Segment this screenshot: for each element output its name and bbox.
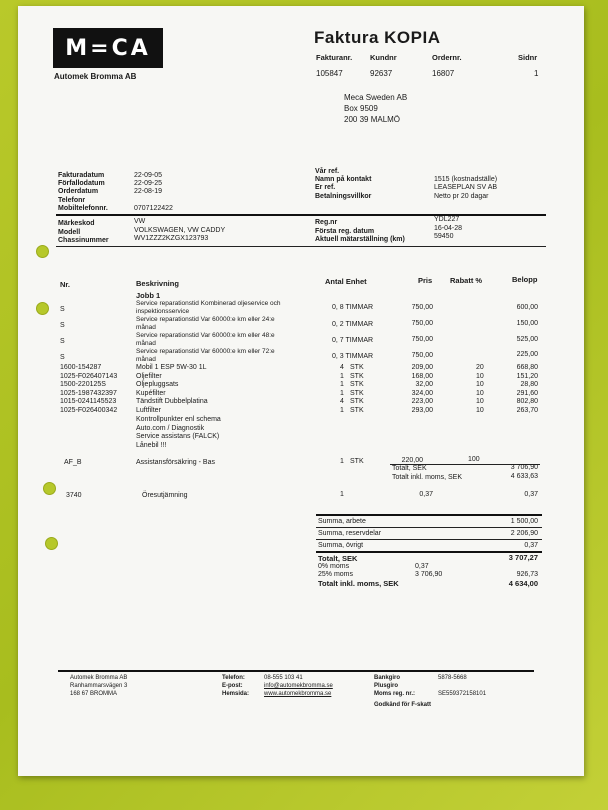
page-number-label: Sidnr xyxy=(518,53,538,62)
row-description: Mobil 1 ESP 5W-30 1L xyxy=(136,364,207,371)
row-amount: 668,80 xyxy=(516,364,538,371)
row-quantity: 0, 8 TIMMAR xyxy=(332,304,374,311)
row-unit: STK xyxy=(350,364,364,371)
row-price: 293,00 xyxy=(411,406,433,414)
row-nr: 1015-0241145523 xyxy=(60,398,117,406)
subtotal-vat-label: Totalt inkl. moms, SEK xyxy=(392,474,463,481)
address-line: Automek Bromma AB xyxy=(70,675,128,681)
model: VOLKSWAGEN, VW CADDY xyxy=(134,226,226,234)
row-quantity: 1 xyxy=(340,381,344,389)
row-amount: 525,00 xyxy=(516,336,538,343)
row-amount: 151,20 xyxy=(516,372,538,380)
row-quantity: 1 xyxy=(340,372,344,380)
col-amount: Belopp xyxy=(512,275,538,284)
desc-line: Service reparationstid Var 60000:e km eller 24:e xyxy=(136,316,275,323)
your-ref: LEASEPLAN SV AB xyxy=(434,184,498,192)
rounding-quantity: 1 xyxy=(340,491,344,498)
payment-terms: Netto pr 20 dagar xyxy=(434,192,489,200)
order-date: 22-08-19 xyxy=(134,188,163,196)
afb-description: Assistansförsäkring - Bas xyxy=(136,459,215,466)
footer-phone: 08-555 103 41 xyxy=(264,675,303,681)
row-unit: STK xyxy=(350,381,364,389)
row-price: 168,00 xyxy=(411,372,433,380)
label-invoice-date: Fakturadatum xyxy=(58,172,105,179)
row-description xyxy=(136,300,281,315)
service-rows xyxy=(18,300,584,364)
table-row xyxy=(18,300,584,316)
summary-value: 2 206,90 xyxy=(510,530,538,537)
address-line: 168 67 BROMMA xyxy=(70,691,118,697)
label-reg-nr: Reg.nr xyxy=(315,219,338,226)
row-description: Oljefilter xyxy=(136,372,162,380)
row-price: 750,00 xyxy=(411,336,433,343)
subtotal-vat-value: 4 633,63 xyxy=(510,473,538,480)
footer-bank-values xyxy=(438,674,486,698)
page-title: Faktura KOPIA xyxy=(314,28,441,47)
summary-label: Summa, arbete xyxy=(318,518,366,525)
recipient-line: Meca Sweden AB xyxy=(344,93,408,102)
row-quantity: 4 xyxy=(340,398,344,406)
invoice-paper xyxy=(18,6,584,776)
invoice-number: 105847 xyxy=(316,69,343,78)
note-line: Lånebil !!! xyxy=(136,441,167,449)
row-nr: 1025-1987432397 xyxy=(60,389,117,397)
afb-price: 220,00 xyxy=(401,457,423,464)
address-line: Ranhammarsvägen 3 xyxy=(70,683,128,689)
col-discount: Rabatt % xyxy=(450,276,483,285)
row-description xyxy=(136,316,275,331)
row-unit: STK xyxy=(350,398,364,406)
row-amount: 263,70 xyxy=(516,406,538,414)
vat25-base: 3 706,90 xyxy=(415,571,443,578)
afb-quantity: 1 xyxy=(340,458,344,465)
customer-number-label: Kundnr xyxy=(370,53,397,62)
label-first-reg: Första reg. datum xyxy=(315,227,375,235)
bankgiro: 5878-5668 xyxy=(438,675,467,681)
table-row xyxy=(18,316,584,332)
website-link[interactable]: www.automekbromma.se xyxy=(264,691,332,697)
label-payment-terms: Betalningsvillkor xyxy=(315,192,372,200)
order-number: 16807 xyxy=(432,69,455,78)
row-unit: STK xyxy=(350,372,364,380)
rounding-amount: 0,37 xyxy=(524,491,538,498)
binder-hole xyxy=(36,302,49,315)
row-nr: S xyxy=(60,338,65,345)
rounding-price: 0,37 xyxy=(419,491,433,498)
vehicle-right-labels xyxy=(315,219,405,245)
vehicle-values xyxy=(134,218,225,244)
dates-values xyxy=(134,172,173,213)
table-row xyxy=(18,364,584,373)
row-discount: 10 xyxy=(476,406,484,414)
note-line: Kontrollpunkter enl schema xyxy=(136,416,221,423)
row-quantity: 1 xyxy=(340,406,344,414)
row-nr: 1025-F026400342 xyxy=(60,406,118,414)
label-email: E-post: xyxy=(222,683,243,689)
label-model: Modell xyxy=(58,228,81,236)
row-discount: 10 xyxy=(476,381,484,389)
table-row xyxy=(18,407,584,416)
rounding-description: Öresutjämning xyxy=(142,492,188,499)
row-discount: 10 xyxy=(476,372,484,380)
vehicle-right-values xyxy=(434,216,462,242)
row-price: 324,00 xyxy=(411,389,433,397)
refs-values xyxy=(434,168,497,201)
subtotal-label: Totalt, SEK xyxy=(392,465,427,472)
label-phone: Telefon: xyxy=(222,675,245,681)
table-row xyxy=(18,398,584,407)
table-row xyxy=(18,390,584,399)
grand-total-label: Totalt inkl. moms, SEK xyxy=(318,579,399,588)
vat-reg-number: SE559372158101 xyxy=(438,691,487,697)
row-amount: 802,80 xyxy=(516,398,538,406)
label-chassis: Chassinummer xyxy=(58,237,109,244)
company-name: Automek Bromma AB xyxy=(54,72,137,81)
desc-line: månad xyxy=(136,355,156,363)
chassis-number: WV1ZZZ2KZGX123793 xyxy=(134,235,209,242)
row-amount: 150,00 xyxy=(516,320,538,327)
row-nr: S xyxy=(60,322,65,329)
col-description: Beskrivning xyxy=(136,279,179,288)
odometer: 59450 xyxy=(434,233,454,240)
desc-line: Service reparationstid Var 60000:e km eller 48:e xyxy=(136,332,275,339)
row-discount: 10 xyxy=(476,389,484,397)
our-ref xyxy=(434,168,497,176)
page-number: 1 xyxy=(534,69,539,78)
recipient-line: 200 39 MALMÖ xyxy=(344,115,401,124)
grand-total-value: 4 634,00 xyxy=(508,579,538,588)
binder-hole xyxy=(45,537,58,550)
footer-contact-values xyxy=(264,674,333,698)
table-row xyxy=(18,373,584,382)
meca-logo: M=CA xyxy=(53,28,163,68)
row-nr: S xyxy=(60,354,65,361)
row-nr: S xyxy=(60,306,65,313)
row-unit: STK xyxy=(350,389,364,397)
invoice-date: 22-09-05 xyxy=(134,172,163,179)
desc-line: månad xyxy=(136,339,156,347)
divider xyxy=(316,539,542,540)
email-link[interactable]: info@automekbromma.se xyxy=(264,683,333,689)
contact-name: 1515 (kostnadställe) xyxy=(434,176,498,184)
summary-label: Summa, övrigt xyxy=(318,542,364,549)
desc-line: Service reparationstid Kombinerad oljeservice och xyxy=(136,300,281,307)
label-bankgiro: Bankgiro xyxy=(374,675,401,681)
divider xyxy=(56,246,546,247)
plusgiro xyxy=(438,682,486,690)
parts-rows xyxy=(18,364,584,416)
row-quantity: 4 xyxy=(340,364,344,371)
label-plusgiro: Plusgiro xyxy=(374,683,399,689)
f-tax-approved: Godkänd för F-skatt xyxy=(374,702,432,708)
row-quantity: 0, 2 TIMMAR xyxy=(332,321,374,328)
row-description xyxy=(136,332,275,347)
table-row xyxy=(18,381,584,390)
label-odometer: Aktuell mätarställning (km) xyxy=(315,236,405,243)
row-amount: 28,80 xyxy=(520,381,538,389)
row-nr: 1025-F026407143 xyxy=(60,372,118,380)
label-order-date: Orderdatum xyxy=(58,188,99,196)
vat25-value: 926,73 xyxy=(516,571,538,578)
afb-discount: 100 xyxy=(468,456,480,463)
row-unit: STK xyxy=(350,406,364,414)
binder-hole xyxy=(36,245,49,258)
row-description: Oljepluggsats xyxy=(136,381,179,389)
label-brand-code: Märkeskod xyxy=(58,220,95,227)
label-your-ref: Er ref. xyxy=(315,184,336,192)
vat25-label: 25% moms xyxy=(318,571,354,578)
row-amount: 291,60 xyxy=(516,389,538,397)
row-price: 750,00 xyxy=(411,320,433,327)
col-quantity-unit: Antal Enhet xyxy=(325,277,367,286)
customer-number: 92637 xyxy=(370,69,393,78)
divider xyxy=(56,214,546,216)
rounding-nr: 3740 xyxy=(66,492,82,499)
row-quantity: 1 xyxy=(340,389,344,397)
first-reg-date: 16-04-28 xyxy=(434,224,463,232)
table-row xyxy=(18,332,584,348)
row-description: Tändstift Dubbelplatina xyxy=(136,398,208,406)
note-line: Service assistans (FALCK) xyxy=(136,433,220,441)
invoice-number-label: Fakturanr. xyxy=(316,53,353,62)
row-nr: 1600-154287 xyxy=(60,364,102,371)
row-price: 32,00 xyxy=(415,381,433,389)
divider xyxy=(316,527,542,528)
desc-line: inspektionsservice xyxy=(136,307,190,315)
refs-labels xyxy=(315,168,371,201)
afb-unit: STK xyxy=(350,458,364,465)
row-price: 750,00 xyxy=(411,304,433,311)
dates-labels xyxy=(58,172,108,213)
binder-hole xyxy=(43,482,56,495)
footer-contact-labels xyxy=(222,674,249,698)
col-nr: Nr. xyxy=(60,280,71,289)
recipient-line: Box 9509 xyxy=(344,104,378,113)
label-due-date: Förfallodatum xyxy=(58,180,105,188)
total-label: Totalt, SEK xyxy=(318,554,358,563)
label-phone: Telefonr xyxy=(58,196,86,204)
row-description: Kupéfilter xyxy=(136,389,166,397)
table-row xyxy=(18,348,584,364)
row-amount: 225,00 xyxy=(516,351,538,358)
label-our-ref: Vår ref. xyxy=(315,168,340,175)
footer-address xyxy=(70,674,127,698)
label-mobile: Mobiltelefonnr. xyxy=(58,204,108,212)
divider xyxy=(316,514,542,516)
row-discount: 10 xyxy=(476,398,484,406)
reg-nr: YDL227 xyxy=(434,216,460,223)
desc-line: månad xyxy=(136,323,156,331)
vehicle-labels xyxy=(58,220,109,246)
mobile: 0707122422 xyxy=(134,204,173,212)
brand-code: VW xyxy=(134,218,146,225)
label-contact: Namn på kontakt xyxy=(315,176,372,184)
summary-value: 0,37 xyxy=(524,542,538,549)
row-price: 750,00 xyxy=(411,352,433,359)
order-number-label: Ordernr. xyxy=(432,53,462,62)
row-description: Luftfilter xyxy=(136,406,161,414)
vat0-label: 0% moms xyxy=(318,563,350,570)
job-notes xyxy=(136,416,221,450)
footer-divider xyxy=(58,670,534,672)
row-discount: 20 xyxy=(476,364,484,371)
job-title: Jobb 1 xyxy=(136,291,161,300)
total-value: 3 707,27 xyxy=(508,553,538,562)
label-website: Hemsida: xyxy=(222,691,250,697)
footer-bank-labels xyxy=(374,674,415,698)
row-amount: 600,00 xyxy=(516,304,538,311)
row-nr: 1500-220125S xyxy=(60,381,106,389)
row-quantity: 0, 7 TIMMAR xyxy=(332,337,374,344)
row-price: 209,00 xyxy=(411,364,433,371)
row-description xyxy=(136,348,275,363)
afb-nr: AF_B xyxy=(64,459,82,466)
row-quantity: 0, 3 TIMMAR xyxy=(332,353,374,360)
desc-line: Service reparationstid Var 60000:e km eller 72:e xyxy=(136,348,275,355)
subtotal-value: 3 706,90 xyxy=(510,464,538,471)
phone xyxy=(134,197,173,205)
note-line: Auto.com / Diagnostik xyxy=(136,424,205,432)
vat0-base: 0,37 xyxy=(415,563,429,570)
col-price: Pris xyxy=(418,276,433,285)
label-vat-reg: Moms reg. nr.: xyxy=(374,691,416,697)
summary-label: Summa, reservdelar xyxy=(318,530,382,537)
summary-value: 1 500,00 xyxy=(510,518,538,525)
recipient-address xyxy=(344,92,407,125)
row-price: 223,00 xyxy=(411,398,433,406)
due-date: 22-09-25 xyxy=(134,180,163,188)
